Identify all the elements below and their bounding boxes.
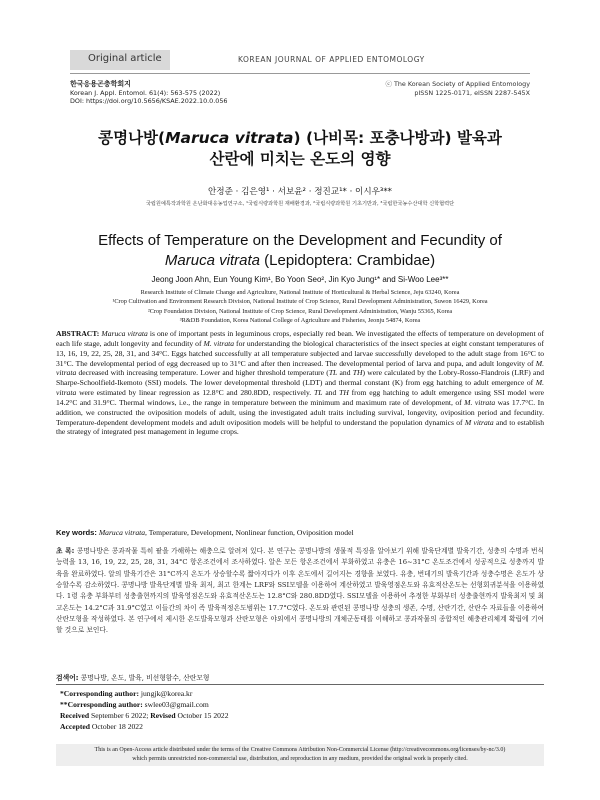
affiliation: Research Institute of Climate Change and Agriculture, National Institute of Horticultural & Herbal Science, Jeju 63240, Korea [140,289,460,296]
abstract-species: Maruca vitrata [101,329,148,338]
accepted-date: October 18 2022 [89,722,143,731]
received-label: Received [60,711,90,720]
english-abstract [56,329,544,437]
korean-title [60,128,540,170]
doi-link[interactable]: DOI: https://doi.org/10.5656/KSAE.2022.10.0.056 [70,97,228,106]
keywords-species: Maruca vitrata [98,528,146,537]
abstract-text: decreased with increasing temperature. Lower and higher threshold temperature ( [76,368,329,378]
abstract-species: M. vitrata [203,338,235,348]
korean-title-part: 콩명나방( [98,129,166,147]
abstract-text: and [322,388,340,398]
korean-keywords-label: 검색어: [56,674,79,682]
abstract-symbol: TH [352,368,363,378]
english-affiliations [40,288,560,326]
korean-abstract-label: 초 록: [56,547,75,555]
header-rule [70,73,530,74]
korean-affiliations: 국립원예특작과학원 온난화대응농업연구소, ¹국립식량과학원 재배환경과, ²국립식량과학원 기초기반과, ³국립한국농수산대학 신학협력단 [145,201,455,207]
license-line: which permits unrestricted non-commercial use, distribution, and reproduction in any medium, provided the original work is properly cited. [132,756,468,762]
revised-date: October 15 2022 [175,711,229,720]
abstract-species: M. vitrata [464,397,496,407]
corresponding-author-email[interactable]: jungjk@korea.kr [138,689,193,698]
korean-title-part: ) (나비목: 포충나방과) 발육과 [293,129,502,147]
correspondence-block [60,688,229,732]
article-type-label: Original article [88,53,162,64]
journal-korean-name: 한국응용곤충학회지 [70,80,131,88]
korean-abstract [56,546,544,637]
page-header [0,0,600,76]
english-title [60,231,540,271]
abstract-label: ABSTRACT: [56,329,100,338]
korean-keywords [56,672,210,682]
abstract-text: and [337,368,353,378]
license-notice [56,744,544,766]
english-title-part: (Lepidoptera: Crambidae) [259,252,436,269]
accepted-label: Accepted [60,722,90,731]
abstract-species: M. vitrata [56,378,544,398]
affiliation: ¹Crop Cultivation and Environment Research Division, National Institute of Crop Science, Rural Development Administration, Suwon 16429, Korea [112,298,488,306]
citation: Korean J. Appl. Entomol. 61(4): 563-575 (2022) [70,88,221,97]
corresponding-author-label: *Corresponding author: [60,689,139,698]
copyright: ⓒ The Korean Society of Applied Entomology [385,80,530,88]
abstract-text: ) were calculated by the Lobry-Rosso-Flandrois (LRF) and Sharpe-Schoolfield-Ikemoto (SSI) models. The lower developmental threshold (LDT) and thermal constant (K) from egg hatching to adult emergence of [56,368,545,388]
english-keywords [56,528,544,537]
journal-name: KOREAN JOURNAL OF APPLIED ENTOMOLOGY [238,55,425,64]
revised-label: Revised [150,711,176,720]
citation-block [70,80,227,106]
korean-keywords-text: 콩명나방, 온도, 발육, 비선형함수, 산란모형 [78,674,210,682]
korean-title-line2: 산란에 미치는 온도의 영향 [209,150,391,168]
received-date: September 6 2022; [89,711,151,720]
abstract-text: and to establish the strategy of integrated pest management in legume crops. [56,417,544,437]
keywords-text: , Temperature, Development, Nonlinear function, Oviposition model [145,528,354,537]
copyright-block [386,80,530,97]
article-type-tag [70,50,170,70]
correspondence-divider [56,684,544,685]
keywords-label: Key words: [56,528,97,537]
abstract-symbol: TH [339,388,349,398]
abstract-text: from egg hatching to adult emergence using SSI model were 14.2°C and 31.9°C. Thermal windows, i.e., the range in temperature between the minimum and maximum rate of development, of [56,388,544,407]
license-line: This is an Open-Access article distributed under the terms of the Creative Commons Attribution Non-Commercial License (http://creativecommons.org/licenses/by-nc/3.0) [94,747,506,753]
abstract-text: were estimated by linear regression as 12.8°C and 280.8DD, respectively. [76,388,315,398]
korean-title-species: Maruca vitrata [165,129,294,147]
issn: pISSN 1225-0171, eISSN 2287-545X [414,88,530,97]
affiliation: ³R&DB Foundation, Korea National College of Agriculture and Fisheries, Jeonju 54874, Korea [179,317,421,325]
english-title-line1: Effects of Temperature on the Development and Fecundity of [98,232,502,249]
corresponding-author-label: **Corresponding author: [60,700,143,709]
abstract-symbol: TL [328,368,338,378]
abstract-species: M. vitrata [56,358,544,378]
abstract-symbol: TL [314,388,323,398]
english-authors: Jeong Joon Ahn, Eun Young Kim¹, Bo Yoon Seo², Jin Kyo Jung¹* and Si-Woo Lee³** [151,275,449,284]
corresponding-author-email[interactable]: swlee03@gmail.com [142,700,209,709]
abstract-text: for understanding the biological characteristics of the insect species at eight constant temperatures of 13, 16, 19, 22, 25, 28, 31, and 34°C. Eggs hatched successfully at all temperature subjected and larvae successfully developed to the adult stage from 16°C to 31°C. The developmental period of egg decreased up to 31°C and after then increased. The developmental period of larva and pupa, and adult longevity of [56,338,545,368]
affiliation: ²Crop Foundation Division, National Institute of Crop Science, Rural Development Administration, Wanju 55365, Korea [147,307,453,315]
english-title-species: Maruca vitrata [164,252,260,269]
korean-abstract-text: 콩명나방은 콩과작물 특히 팥을 가해하는 해충으로 알려져 있다. 본 연구는 콩명나방의 생물적 특징을 알아보기 위해 발육단계별 발육기간, 성충의 수명과 번식능력을 13, 16, 19, 22, 25, 28, 31, 34°C 항온조건에서 조사하였다. 알은 모든 항온조건에서 부화하였고 유충은 16~31°C 온도조건에서 성공적으로 성충까지 발육을 완료하였다. 알의 발육기간은 31°C까지 온도가 상승할수록 짧아지다가 이후 온도에서 길어지는 경향을 보였다. 유충, 번데기의 발육기간과 성충수명은 온도가 상승할수록 감소하였다. 콩명나방 발육단계별 발육 최저, 최고 한계는 LRF와 SSI모델을 이용하여 계산하였고 발육영점온도와 유효적산온도는 선형회귀분석을 이용하였다. 1령 유충 부화부터 성충출현까지의 발육영점온도와 유효적산온도는 12.8°C와 280.8DD였다. SSI모델을 이용하여 추정한 부화부터 성충출현까지 발육최저 및 최고온도는 14.2°C과 31.9°C였고 이들간의 차이 즉 발육적정온도범위는 17.7°C였다. 온도와 관련된 콩명나방 성충의 생존, 수명, 산란기간, 산란수 자료들을 이용하여 산란모형을 작성하였다. 본 연구에서 제시한 온도발육모형과 산란모형은 야외에서 콩명나방의 개체군동태를 이해하고 콩과작물의 종합적인 해충관리체계 확립에 기여할 것으로 보인다. [56,547,544,635]
abstract-text: was 17.7°C. In addition, we constructed the oviposition models of adult, using the investigated adult traits including survival, longevity, oviposition period and fecundity. Temperature-dependent development models and adult oviposition models will be helpful to understand the population dynamics of [56,397,544,427]
abstract-species: M vitrata [464,417,494,427]
korean-authors: 안정준 · 김은영¹ · 서보윤² · 정진교¹* · 이시우³** [208,187,392,197]
abstract-text: is one of important pests in leguminous crops, especially red bean. We investigated the effects of temperature on development of each life stage, adult longevity and fecundity of [56,329,544,348]
